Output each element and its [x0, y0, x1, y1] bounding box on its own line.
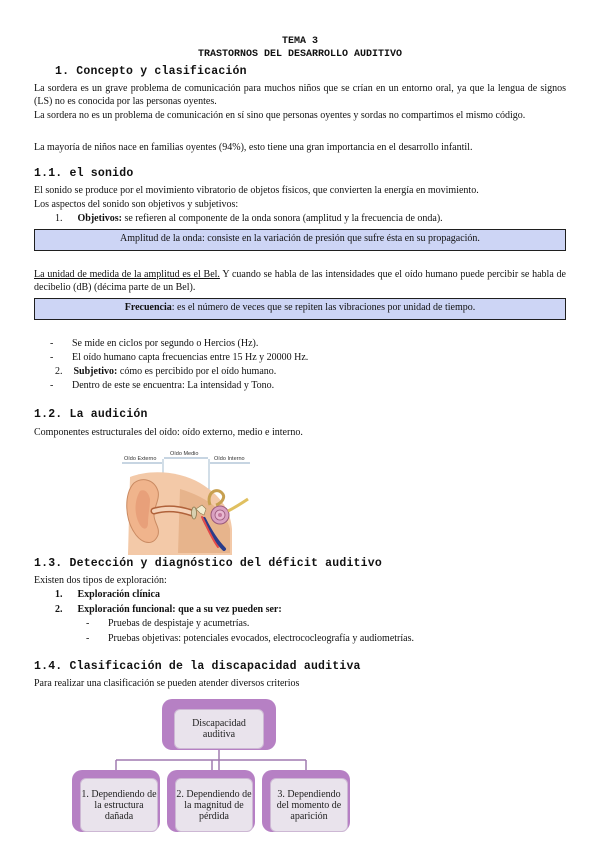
- diagram-child-2: [167, 770, 255, 832]
- section-1-heading: 1. Concepto y clasificación: [55, 65, 247, 78]
- subjetivo-text: cómo es percibido por el oído humano.: [117, 366, 277, 377]
- pruebas-despistaje: - Pruebas de despistaje y acumetrías.: [108, 617, 249, 630]
- section-1-paragraph-1: La sordera es un grave problema de comunicación para muchos niños que se crían en un entorno oral, ya que la lengua de signos (LS) no es conocida por las personas oyentes.: [34, 83, 566, 107]
- diagram-child-1-label: 1. Dependiendo de la estructura dañada: [80, 778, 158, 832]
- unidad-underlined: La unidad de medida de la amplitud es el Bel.: [34, 269, 220, 280]
- objetivos-label: Objetivos:: [77, 213, 122, 224]
- section-1-1-heading: 1.1. el sonido: [34, 167, 134, 180]
- section-1-1-paragraph-1: El sonido se produce por el movimiento vibratorio de objetos físicos, que convierten la energía en movimiento.: [34, 185, 479, 196]
- diagram-root-node: [162, 699, 276, 750]
- label-oido-interno: Oído Interno: [214, 456, 245, 462]
- amplitud-box: Amplitud de la onda: consiste en la variación de presión que sufre ésta en su propagación.: [34, 229, 566, 251]
- section-1-paragraph-2: La sordera no es un problema de comunicación en sí sino que personas oyentes y sordas no compartimos el mismo código.: [34, 110, 526, 121]
- objetivos-text: se refieren al componente de la onda sonora (amplitud y la frecuencia de onda).: [121, 213, 443, 224]
- objetivos-number: 1.: [55, 213, 63, 224]
- exploracion-funcional-label: Exploración funcional: que a su vez pueden ser:: [77, 604, 282, 615]
- subjetivo-label: Subjetivo:: [73, 366, 118, 377]
- document-title: TRASTORNOS DEL DESARROLLO AUDITIVO: [197, 49, 403, 60]
- exploracion-funcional-number: 2.: [55, 604, 63, 615]
- section-1-2-heading: 1.2. La audición: [34, 408, 148, 421]
- section-1-3-heading: 1.3. Detección y diagnóstico del déficit auditivo: [34, 557, 382, 570]
- diagram-root-label: Discapacidad auditiva: [174, 709, 264, 749]
- label-oido-medio: Oído Medio: [170, 451, 199, 457]
- section-1-1-paragraph-2: Los aspectos del sonido son objetivos y subjetivos:: [34, 199, 239, 210]
- diagram-child-2-label: 2. Dependiendo de la magnitud de pérdida: [175, 778, 253, 832]
- label-oido-externo: Oído Externo: [124, 456, 157, 462]
- section-1-2-paragraph: Componentes estructurales del oído: oído externo, medio e interno.: [34, 427, 303, 438]
- exploracion-clinica-label: Exploración clínica: [77, 589, 160, 600]
- diagram-child-1: [72, 770, 160, 832]
- section-1-4-paragraph: Para realizar una clasificación se pueden atender diversos criterios: [34, 678, 300, 689]
- subjetivo-number: 2.: [55, 366, 63, 377]
- pruebas-objetivas: - Pruebas objetivas: potenciales evocados, electrococleografía y audiometrías.: [108, 632, 414, 645]
- section-1-3-paragraph: Existen dos tipos de exploración:: [34, 575, 167, 586]
- bullet-intensidad: - Dentro de este se encuentra: La intensidad y Tono.: [72, 379, 274, 392]
- unidad-text: Y cuando se habla de las intensidades que el oído humano puede percibir se habla de decibelio (dB) (décima parte de un Bel).: [34, 269, 566, 293]
- section-1-paragraph-3: La mayoría de niños nace en familias oyentes (94%), esto tiene una gran importancia en el desarrollo infantil.: [34, 142, 473, 153]
- frecuencia-label: Frecuencia: [124, 302, 172, 313]
- diagram-child-3-label: 3. Dependiendo del momento de aparición: [270, 778, 348, 832]
- bullet-hercios: - Se mide en ciclos por segundo o Hercios (Hz).: [72, 337, 258, 350]
- exploracion-clinica-number: 1.: [55, 589, 63, 600]
- frecuencia-text: : es el número de veces que se repiten las vibraciones por unidad de tiempo.: [171, 302, 476, 313]
- section-1-4-heading: 1.4. Clasificación de la discapacidad auditiva: [34, 660, 361, 673]
- bullet-frecuencias: - El oído humano capta frecuencias entre 15 Hz y 20000 Hz.: [72, 351, 308, 364]
- diagram-child-3: [262, 770, 350, 832]
- tema-label: TEMA 3: [281, 36, 318, 47]
